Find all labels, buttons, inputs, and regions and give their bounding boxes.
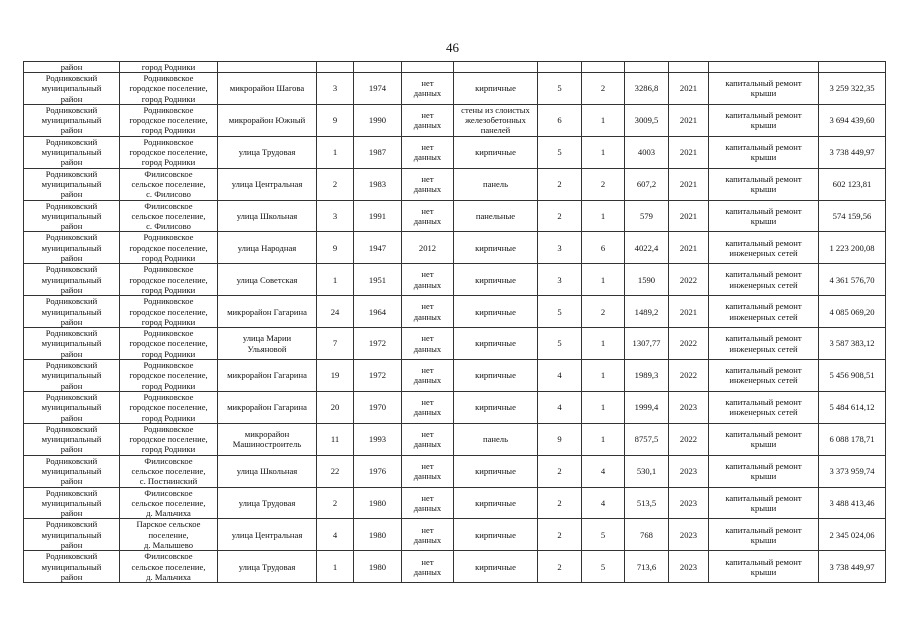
cell-repair-year: 2021 [669, 168, 709, 200]
cell-settlement: Парское сельское поселение, д. Малышево [120, 519, 218, 551]
cell-cost: 3 694 439,60 [819, 104, 886, 136]
cell-repair-year: 2023 [669, 487, 709, 519]
cell-entrances: 1 [582, 328, 625, 360]
housing-repair-table [23, 61, 886, 583]
cell-work-type: капитальный ремонт инженерных сетей [709, 391, 819, 423]
cell-floors: 2 [538, 551, 582, 583]
cell-street: улица Марии Ульяновой [218, 328, 317, 360]
cell-floors: 5 [538, 73, 582, 105]
cell-area: 713,6 [625, 551, 669, 583]
cell-repair-year: 2023 [669, 455, 709, 487]
cell-repair-year: 2021 [669, 136, 709, 168]
cell-area: 579 [625, 200, 669, 232]
cell-entrances: 1 [582, 360, 625, 392]
cell-floors: 5 [538, 328, 582, 360]
cell-entrances: 5 [582, 551, 625, 583]
cell-settlement: Родниковское городское поселение, город Родники [120, 423, 218, 455]
cell-repair-year: 2023 [669, 551, 709, 583]
cell-build-year: 1976 [354, 455, 402, 487]
cell-area: 8757,5 [625, 423, 669, 455]
cell-repair-year: 2021 [669, 232, 709, 264]
cell-house-number: 2 [317, 487, 354, 519]
cell-area: 3286,8 [625, 73, 669, 105]
cell-entrances: 1 [582, 136, 625, 168]
cell-street: микрорайон Гагарина [218, 296, 317, 328]
cell-build-year: 1980 [354, 551, 402, 583]
cell-house-number: 19 [317, 360, 354, 392]
cell-entrances: 1 [582, 200, 625, 232]
cell-house-number: 11 [317, 423, 354, 455]
cell-district: Родниковский муниципальный район [24, 264, 120, 296]
cell-cost: 3 738 449,97 [819, 551, 886, 583]
cell-wall-material: кирпичные [454, 296, 538, 328]
cell-build-year: 1964 [354, 296, 402, 328]
cell-settlement: Родниковское городское поселение, город Родники [120, 328, 218, 360]
cell-area: 1590 [625, 264, 669, 296]
cell-cost: 2 345 024,06 [819, 519, 886, 551]
cell-work-type: капитальный ремонт инженерных сетей [709, 296, 819, 328]
cell-entrances: 2 [582, 73, 625, 105]
cell-cost: 3 587 383,12 [819, 328, 886, 360]
cell-wall-material: панель [454, 423, 538, 455]
cell-settlement: Родниковское городское поселение, город Родники [120, 360, 218, 392]
cell-wall-material: кирпичные [454, 328, 538, 360]
cell-entrances: 1 [582, 423, 625, 455]
cell-entrances: 5 [582, 519, 625, 551]
cell-build-year: 1951 [354, 264, 402, 296]
cell-floors: 9 [538, 423, 582, 455]
cell-house-number: 3 [317, 200, 354, 232]
cell-overhaul-year: нет данных [402, 391, 454, 423]
cell-house-number: 9 [317, 232, 354, 264]
cell-work-type: капитальный ремонт крыши [709, 200, 819, 232]
cell-house-number: 1 [317, 264, 354, 296]
cell-house-number: 1 [317, 551, 354, 583]
cell-overhaul-year: нет данных [402, 200, 454, 232]
cell-work-type: капитальный ремонт крыши [709, 551, 819, 583]
cell-street: микрорайон Гагарина [218, 360, 317, 392]
cell-overhaul-year: нет данных [402, 360, 454, 392]
table-row [24, 487, 886, 519]
cell-overhaul-year: нет данных [402, 519, 454, 551]
cell-build-year: 1993 [354, 423, 402, 455]
cell-wall-material: кирпичные [454, 232, 538, 264]
cell-settlement: Филисовское сельское поселение, с. Постнинский [120, 455, 218, 487]
cell-house-number: 1 [317, 136, 354, 168]
table-row [24, 519, 886, 551]
cell-repair-year: 2023 [669, 391, 709, 423]
cell-cost: 3 259 322,35 [819, 73, 886, 105]
table-row [24, 168, 886, 200]
cell-cost: 4 085 069,20 [819, 296, 886, 328]
cell-work-type: капитальный ремонт инженерных сетей [709, 232, 819, 264]
cell-work-type: капитальный ремонт крыши [709, 487, 819, 519]
cell-work-type: капитальный ремонт инженерных сетей [709, 328, 819, 360]
cell-house-number [317, 62, 354, 73]
cell-wall-material: кирпичные [454, 360, 538, 392]
cell-repair-year: 2022 [669, 328, 709, 360]
cell-overhaul-year: нет данных [402, 455, 454, 487]
table-row [24, 455, 886, 487]
cell-floors: 2 [538, 200, 582, 232]
cell-district: Родниковский муниципальный район [24, 232, 120, 264]
cell-cost: 3 738 449,97 [819, 136, 886, 168]
cell-build-year: 1947 [354, 232, 402, 264]
cell-settlement: Филисовское сельское поселение, д. Мальчиха [120, 487, 218, 519]
cell-settlement: Родниковское городское поселение, город Родники [120, 73, 218, 105]
cell-work-type: капитальный ремонт крыши [709, 168, 819, 200]
cell-repair-year: 2021 [669, 73, 709, 105]
cell-build-year [354, 62, 402, 73]
table-row [24, 136, 886, 168]
cell-cost: 1 223 200,08 [819, 232, 886, 264]
cell-entrances: 2 [582, 168, 625, 200]
cell-floors [538, 62, 582, 73]
cell-floors: 6 [538, 104, 582, 136]
cell-wall-material: кирпичные [454, 391, 538, 423]
cell-repair-year: 2021 [669, 296, 709, 328]
cell-area: 530,1 [625, 455, 669, 487]
cell-street: микрорайон Машиностроитель [218, 423, 317, 455]
cell-wall-material: кирпичные [454, 264, 538, 296]
cell-house-number: 9 [317, 104, 354, 136]
cell-overhaul-year: нет данных [402, 423, 454, 455]
cell-floors: 3 [538, 232, 582, 264]
cell-floors: 4 [538, 391, 582, 423]
cell-cost: 5 456 908,51 [819, 360, 886, 392]
cell-overhaul-year: нет данных [402, 73, 454, 105]
cell-district: район [24, 62, 120, 73]
cell-build-year: 1990 [354, 104, 402, 136]
cell-repair-year [669, 62, 709, 73]
cell-wall-material: кирпичные [454, 73, 538, 105]
cell-build-year: 1974 [354, 73, 402, 105]
cell-house-number: 24 [317, 296, 354, 328]
cell-wall-material: кирпичные [454, 519, 538, 551]
cell-district: Родниковский муниципальный район [24, 487, 120, 519]
cell-repair-year: 2022 [669, 360, 709, 392]
cell-floors: 2 [538, 487, 582, 519]
cell-cost: 3 373 959,74 [819, 455, 886, 487]
table-row [24, 104, 886, 136]
cell-district: Родниковский муниципальный район [24, 73, 120, 105]
cell-house-number: 22 [317, 455, 354, 487]
cell-entrances: 4 [582, 455, 625, 487]
cell-area: 513,5 [625, 487, 669, 519]
cell-street: улица Трудовая [218, 136, 317, 168]
cell-work-type [709, 62, 819, 73]
cell-house-number: 4 [317, 519, 354, 551]
cell-area: 1999,4 [625, 391, 669, 423]
cell-area: 3009,5 [625, 104, 669, 136]
cell-settlement: Филисовское сельское поселение, с. Филисово [120, 200, 218, 232]
cell-street: улица Трудовая [218, 487, 317, 519]
cell-district: Родниковский муниципальный район [24, 360, 120, 392]
cell-street: улица Народная [218, 232, 317, 264]
cell-house-number: 7 [317, 328, 354, 360]
cell-work-type: капитальный ремонт крыши [709, 104, 819, 136]
page-number: 46 [446, 40, 459, 55]
cell-floors: 2 [538, 519, 582, 551]
cell-cost: 574 159,56 [819, 200, 886, 232]
cell-settlement: Родниковское городское поселение, город Родники [120, 296, 218, 328]
cell-district: Родниковский муниципальный район [24, 551, 120, 583]
cell-build-year: 1991 [354, 200, 402, 232]
cell-repair-year: 2021 [669, 104, 709, 136]
cell-cost: 3 488 413,46 [819, 487, 886, 519]
cell-repair-year: 2021 [669, 200, 709, 232]
cell-district: Родниковский муниципальный район [24, 423, 120, 455]
cell-cost [819, 62, 886, 73]
table-row [24, 296, 886, 328]
cell-entrances: 6 [582, 232, 625, 264]
cell-build-year: 1987 [354, 136, 402, 168]
cell-build-year: 1980 [354, 487, 402, 519]
cell-repair-year: 2023 [669, 519, 709, 551]
cell-overhaul-year [402, 62, 454, 73]
cell-entrances [582, 62, 625, 73]
cell-work-type: капитальный ремонт крыши [709, 136, 819, 168]
cell-wall-material: кирпичные [454, 487, 538, 519]
cell-settlement: Родниковское городское поселение, город Родники [120, 104, 218, 136]
cell-build-year: 1972 [354, 328, 402, 360]
table-row-continued [24, 62, 886, 73]
cell-wall-material: панельные [454, 200, 538, 232]
cell-wall-material: стены из слоистых железобетонных панелей [454, 104, 538, 136]
table-row [24, 360, 886, 392]
cell-entrances: 1 [582, 104, 625, 136]
cell-repair-year: 2022 [669, 264, 709, 296]
cell-overhaul-year: нет данных [402, 487, 454, 519]
cell-district: Родниковский муниципальный район [24, 519, 120, 551]
cell-build-year: 1983 [354, 168, 402, 200]
table-row [24, 551, 886, 583]
cell-overhaul-year: нет данных [402, 168, 454, 200]
cell-entrances: 4 [582, 487, 625, 519]
cell-district: Родниковский муниципальный район [24, 200, 120, 232]
cell-cost: 602 123,81 [819, 168, 886, 200]
cell-work-type: капитальный ремонт инженерных сетей [709, 360, 819, 392]
cell-district: Родниковский муниципальный район [24, 168, 120, 200]
cell-build-year: 1970 [354, 391, 402, 423]
cell-cost: 4 361 576,70 [819, 264, 886, 296]
table-row [24, 264, 886, 296]
cell-wall-material: кирпичные [454, 136, 538, 168]
cell-overhaul-year: нет данных [402, 136, 454, 168]
cell-wall-material: кирпичные [454, 455, 538, 487]
cell-settlement: Родниковское городское поселение, город Родники [120, 232, 218, 264]
cell-build-year: 1980 [354, 519, 402, 551]
cell-work-type: капитальный ремонт крыши [709, 73, 819, 105]
cell-district: Родниковский муниципальный район [24, 328, 120, 360]
table-row [24, 391, 886, 423]
cell-street: улица Советская [218, 264, 317, 296]
cell-entrances: 1 [582, 391, 625, 423]
cell-build-year: 1972 [354, 360, 402, 392]
cell-district: Родниковский муниципальный район [24, 136, 120, 168]
cell-overhaul-year: нет данных [402, 296, 454, 328]
cell-overhaul-year: нет данных [402, 551, 454, 583]
table-row [24, 73, 886, 105]
cell-house-number: 20 [317, 391, 354, 423]
cell-district: Родниковский муниципальный район [24, 391, 120, 423]
cell-work-type: капитальный ремонт крыши [709, 423, 819, 455]
cell-overhaul-year: нет данных [402, 328, 454, 360]
cell-cost: 6 088 178,71 [819, 423, 886, 455]
table-row [24, 200, 886, 232]
cell-area: 4022,4 [625, 232, 669, 264]
cell-area: 1989,3 [625, 360, 669, 392]
cell-district: Родниковский муниципальный район [24, 455, 120, 487]
cell-area [625, 62, 669, 73]
cell-wall-material: панель [454, 168, 538, 200]
cell-floors: 2 [538, 168, 582, 200]
cell-floors: 2 [538, 455, 582, 487]
cell-floors: 4 [538, 360, 582, 392]
cell-entrances: 1 [582, 264, 625, 296]
cell-settlement: Родниковское городское поселение, город Родники [120, 136, 218, 168]
cell-floors: 3 [538, 264, 582, 296]
cell-work-type: капитальный ремонт крыши [709, 455, 819, 487]
cell-street: микрорайон Южный [218, 104, 317, 136]
cell-area: 768 [625, 519, 669, 551]
cell-overhaul-year: 2012 [402, 232, 454, 264]
cell-floors: 5 [538, 296, 582, 328]
cell-street: улица Центральная [218, 168, 317, 200]
cell-work-type: капитальный ремонт инженерных сетей [709, 264, 819, 296]
cell-area: 1489,2 [625, 296, 669, 328]
cell-overhaul-year: нет данных [402, 104, 454, 136]
cell-street: улица Трудовая [218, 551, 317, 583]
cell-area: 607,2 [625, 168, 669, 200]
cell-settlement: Родниковское городское поселение, город Родники [120, 264, 218, 296]
cell-street: микрорайон Шагова [218, 73, 317, 105]
cell-district: Родниковский муниципальный район [24, 296, 120, 328]
cell-settlement: Родниковское городское поселение, город Родники [120, 391, 218, 423]
cell-repair-year: 2022 [669, 423, 709, 455]
cell-settlement: город Родники [120, 62, 218, 73]
table-row [24, 232, 886, 264]
cell-house-number: 2 [317, 168, 354, 200]
table-row [24, 423, 886, 455]
cell-street: улица Центральная [218, 519, 317, 551]
cell-area: 1307,77 [625, 328, 669, 360]
cell-house-number: 3 [317, 73, 354, 105]
table-row [24, 328, 886, 360]
cell-street: улица Школьная [218, 455, 317, 487]
cell-floors: 5 [538, 136, 582, 168]
cell-work-type: капитальный ремонт крыши [709, 519, 819, 551]
cell-settlement: Филисовское сельское поселение, д. Мальчиха [120, 551, 218, 583]
cell-wall-material [454, 62, 538, 73]
cell-entrances: 2 [582, 296, 625, 328]
cell-street: улица Школьная [218, 200, 317, 232]
cell-overhaul-year: нет данных [402, 264, 454, 296]
cell-street: микрорайон Гагарина [218, 391, 317, 423]
cell-area: 4003 [625, 136, 669, 168]
cell-cost: 5 484 614,12 [819, 391, 886, 423]
cell-wall-material: кирпичные [454, 551, 538, 583]
cell-district: Родниковский муниципальный район [24, 104, 120, 136]
cell-street [218, 62, 317, 73]
cell-settlement: Филисовское сельское поселение, с. Филисово [120, 168, 218, 200]
